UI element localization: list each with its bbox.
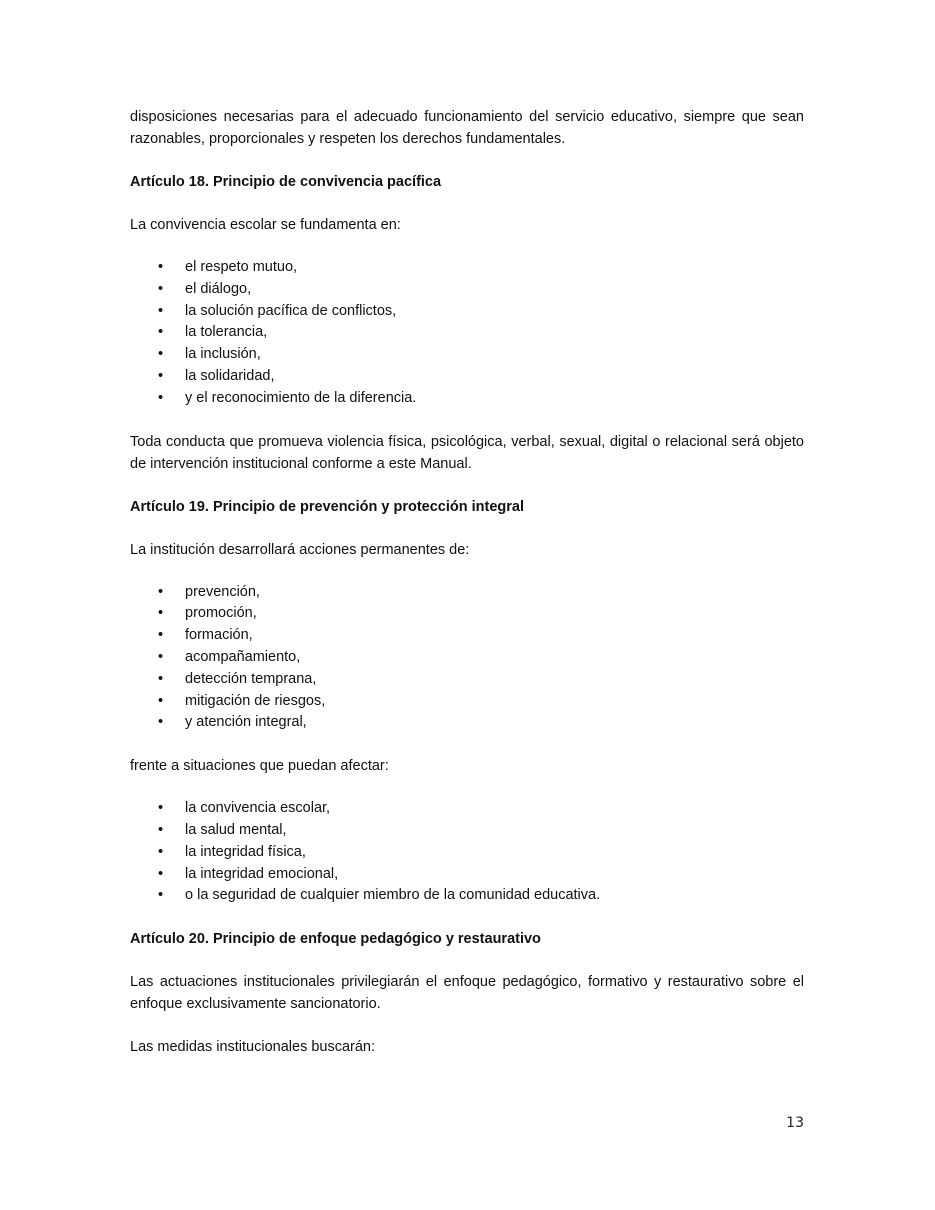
list-item: • prevención, <box>130 582 804 604</box>
document-page <box>130 106 804 1058</box>
bullet-icon: • <box>158 280 164 297</box>
bullet-icon: • <box>158 389 164 406</box>
list-item: • la salud mental, <box>130 820 804 842</box>
article-18-intro: La convivencia escolar se fundamenta en: <box>130 217 401 233</box>
bullet-icon: • <box>158 583 164 600</box>
list-item: • la integridad física, <box>130 842 804 864</box>
list-item: • la convivencia escolar, <box>130 798 804 820</box>
bullet-icon: • <box>158 648 164 665</box>
article-18-heading: Artículo 18. Principio de convivencia pacífica <box>130 174 442 190</box>
bullet-icon: • <box>158 627 164 644</box>
bullet-icon: • <box>158 302 164 319</box>
list-item: • mitigación de riesgos, <box>130 691 804 713</box>
bullet-icon: • <box>158 367 164 384</box>
bullet-icon: • <box>158 800 164 817</box>
article-19-situations-list <box>130 798 804 907</box>
list-item: • el respeto mutuo, <box>130 257 804 279</box>
list-item: • la solución pacífica de conflictos, <box>130 301 804 323</box>
list-item: • acompañamiento, <box>130 647 804 669</box>
article-19-transition: frente a situaciones que puedan afectar: <box>130 758 389 775</box>
article-20-intro: Las medidas institucionales buscarán: <box>130 1039 376 1056</box>
article-20-heading: Artículo 20. Principio de enfoque pedagógico y restaurativo <box>130 931 541 948</box>
bullet-icon: • <box>158 692 164 709</box>
list-item: • formación, <box>130 625 804 647</box>
list-item: • la inclusión, <box>130 344 804 366</box>
list-item: • detección temprana, <box>130 669 804 691</box>
bullet-icon: • <box>158 887 164 904</box>
list-item: • promoción, <box>130 603 804 625</box>
list-item: • la tolerancia, <box>130 322 804 344</box>
bullet-icon: • <box>158 821 164 838</box>
article-20-paragraph: Las actuaciones institucionales privilegiarán el enfoque pedagógico, formativo y restaurativo sobre el enfoque exclusivamente sancionatorio. <box>130 974 804 1013</box>
page-number: 13 <box>786 1115 804 1131</box>
bullet-icon: • <box>158 670 164 687</box>
intro-paragraph: disposiciones necesarias para el adecuado funcionamiento del servicio educativo, siempre que sean razonables, proporcionales y respeten los derechos fundamentales. <box>130 109 804 147</box>
bullet-icon: • <box>158 714 164 731</box>
list-item: • la integridad emocional, <box>130 864 804 886</box>
bullet-icon: • <box>158 324 164 341</box>
list-item: • o la seguridad de cualquier miembro de la comunidad educativa. <box>130 885 804 907</box>
list-item: • el diálogo, <box>130 279 804 301</box>
article-19-actions-list <box>130 582 804 735</box>
list-item: • la solidaridad, <box>130 366 804 388</box>
bullet-icon: • <box>158 605 164 622</box>
article-18-closing: Toda conducta que promueva violencia física, psicológica, verbal, sexual, digital o relacional será objeto de intervención institucional conforme a este Manual. <box>130 433 804 472</box>
bullet-icon: • <box>158 843 164 860</box>
bullet-icon: • <box>158 346 164 363</box>
article-18-list <box>130 257 804 410</box>
article-19-intro: La institución desarrollará acciones permanentes de: <box>130 541 470 558</box>
bullet-icon: • <box>158 259 164 275</box>
list-item: • y el reconocimiento de la diferencia. <box>130 388 804 410</box>
article-19-heading: Artículo 19. Principio de prevención y protección integral <box>130 498 525 515</box>
list-item: • y atención integral, <box>130 712 804 734</box>
bullet-icon: • <box>158 865 164 882</box>
